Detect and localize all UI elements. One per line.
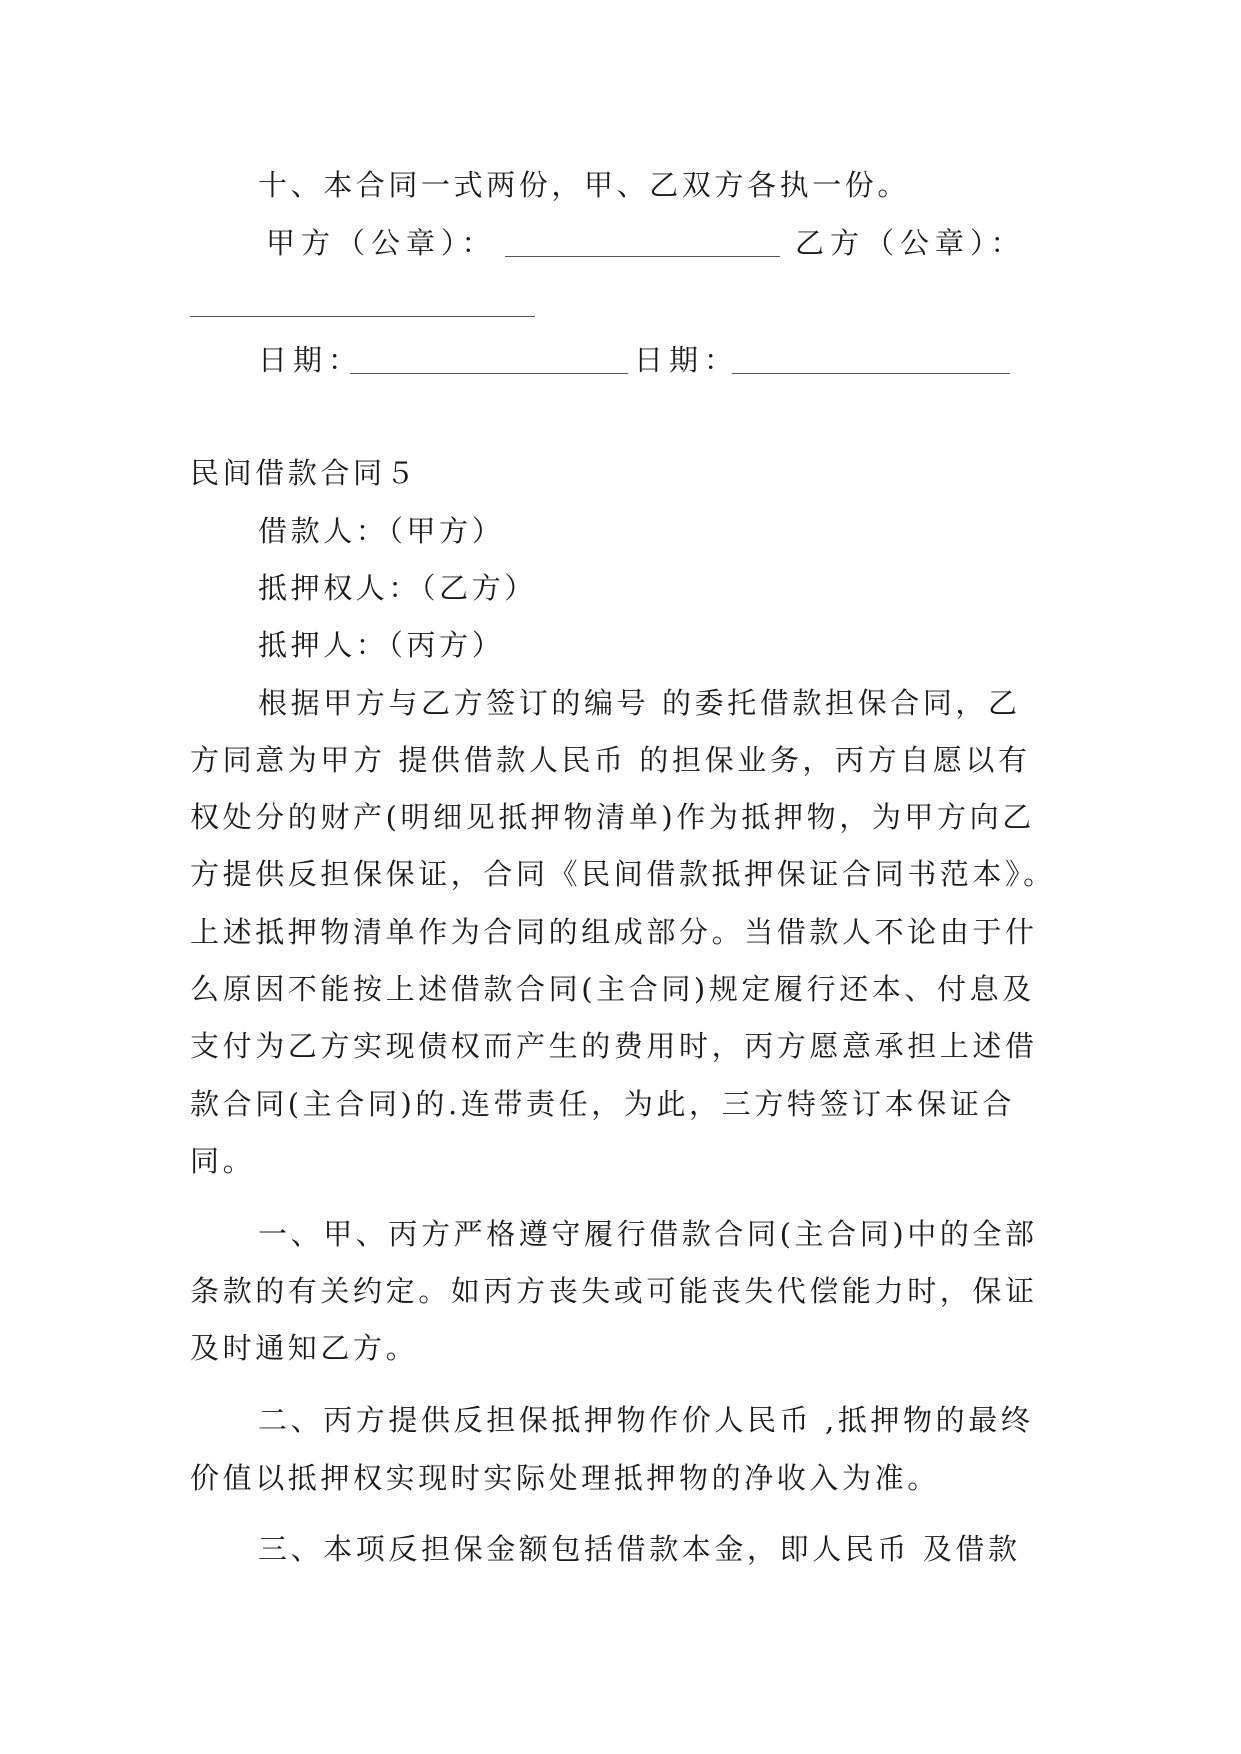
- mortgagor-line: 抵押人：（丙方）: [258, 628, 505, 662]
- clause-three-line: 三、本项反担保金额包括借款本金，即人民币 及借款: [258, 1532, 1021, 1566]
- date-line-b: [732, 347, 1010, 374]
- clause-one-line: 一、甲、丙方严格遵守履行借款合同(主合同)中的全部: [258, 1217, 1038, 1251]
- body-line: 方提供反担保保证，合同《民间借款抵押保证合同书范本》。: [190, 857, 1056, 891]
- party-b-seal-line: [190, 316, 535, 317]
- clause-two-line: 价值以抵押权实现时实际处理抵押物的净收入为准。: [190, 1461, 940, 1495]
- body-line: 么原因不能按上述借款合同(主合同)规定履行还本、付息及: [190, 972, 1035, 1006]
- body-line: 权处分的财产(明细见抵押物清单)作为抵押物，为甲方向乙: [190, 800, 1035, 834]
- mortgagee-line: 抵押权人：（乙方）: [258, 571, 537, 605]
- clause-two-line: 二、丙方提供反担保抵押物作价人民币 ,抵押物的最终: [258, 1403, 1034, 1437]
- body-line: 同。: [190, 1144, 256, 1178]
- section-title: 民间借款合同５: [190, 456, 419, 490]
- date-label-b: 日期：: [634, 343, 740, 377]
- date-line-a: [350, 347, 628, 374]
- clause-ten: 十、本合同一式两份，甲、乙双方各执一份。: [258, 168, 911, 202]
- date-label-a: 日期：: [258, 343, 364, 377]
- body-line: 支付为乙方实现债权而产生的费用时，丙方愿意承担上述借: [190, 1029, 1038, 1063]
- borrower-line: 借款人：（甲方）: [258, 514, 505, 548]
- body-line: 款合同(主合同)的.连带责任，为此，三方特签订本保证合: [190, 1087, 1016, 1121]
- body-line: 根据甲方与乙方签订的编号 的委托借款担保合同，乙: [258, 686, 1021, 720]
- party-a-seal-line: [505, 230, 780, 257]
- party-a-seal-label: 甲方（公章）：: [266, 226, 497, 260]
- body-line: 方同意为甲方 提供借款人民币 的担保业务，丙方自愿以有: [190, 743, 1031, 777]
- clause-one-line: 条款的有关约定。如丙方丧失或可能丧失代偿能力时，保证: [190, 1274, 1038, 1308]
- body-line: 上述抵押物清单作为合同的组成部分。当借款人不论由于什: [190, 915, 1038, 949]
- clause-one-line: 及时通知乙方。: [190, 1331, 419, 1365]
- party-b-seal-label: 乙方（公章）：: [795, 226, 1026, 260]
